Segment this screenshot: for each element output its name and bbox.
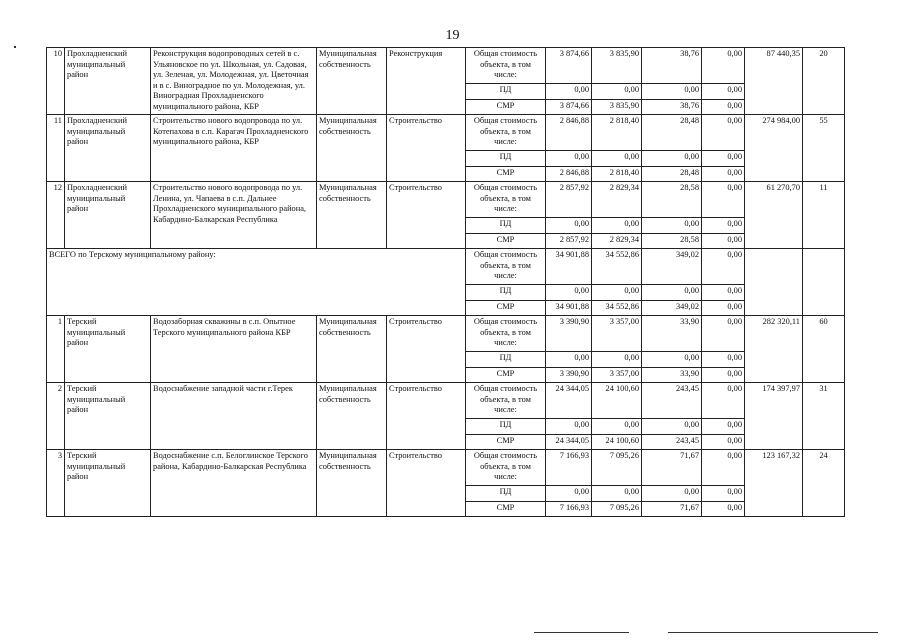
value-cell: 0,00 — [702, 285, 745, 301]
object-cell: Водозаборная скважины в с.п. Опытное Терского муниципального района КБР — [151, 316, 317, 383]
value-cell: 0,00 — [592, 218, 642, 234]
total-cost-label: Общая стоимость объекта, в том числе: — [466, 383, 546, 419]
value-cell: 28,48 — [642, 167, 702, 182]
value-cell: 0,00 — [642, 352, 702, 368]
object-cell: Водоснабжение западной части г.Терек — [151, 383, 317, 450]
total-cost-label: Общая стоимость объекта, в том числе: — [466, 450, 546, 486]
object-cell: Реконструкция водопроводных сетей в с. Ульяновское по ул. Школьная, ул. Садовая, ул. Зеленая, ул. Молодежная, ул. Цветочная и в с. Виноградное по ул. Молодежная, ул. Виноградная Прохладненского муниципального района, КБР — [151, 48, 317, 115]
value-cell: 0,00 — [546, 285, 592, 301]
subtotal-row — [47, 249, 845, 285]
pd-label: ПД — [466, 419, 546, 435]
empty-cell — [745, 249, 803, 316]
value-cell: 3 390,90 — [546, 368, 592, 383]
ownership-cell: Муниципальная собственность — [317, 316, 387, 383]
value-cell: 0,00 — [546, 84, 592, 100]
row-number: 3 — [47, 450, 65, 517]
value-cell: 0,00 — [546, 151, 592, 167]
value-cell: 28,58 — [642, 182, 702, 218]
value-cell: 0,00 — [702, 368, 745, 383]
qty-cell: 55 — [803, 115, 845, 182]
total-cost-label: Общая стоимость объекта, в том числе: — [466, 48, 546, 84]
scan-dot — [14, 46, 16, 48]
region-cell: Терский муниципальный район — [65, 316, 151, 383]
object-cell: Водоснабжение с.п. Белоглинское Терского района, Кабардино-Балкарская Республика — [151, 450, 317, 517]
table-row — [47, 182, 845, 218]
ownership-cell: Муниципальная собственность — [317, 48, 387, 115]
region-cell: Терский муниципальный район — [65, 450, 151, 517]
sum-cell: 61 270,70 — [745, 182, 803, 249]
type-cell: Строительство — [387, 383, 466, 450]
smr-label: СМР — [466, 502, 546, 517]
sum-cell: 282 320,11 — [745, 316, 803, 383]
value-cell: 28,48 — [642, 115, 702, 151]
table-row — [47, 316, 845, 352]
value-cell: 3 835,90 — [592, 48, 642, 84]
value-cell: 0,00 — [702, 167, 745, 182]
value-cell: 0,00 — [702, 435, 745, 450]
table-row — [47, 450, 845, 486]
value-cell: 0,00 — [702, 486, 745, 502]
row-number: 10 — [47, 48, 65, 115]
region-cell: Прохладненский муниципальный район — [65, 48, 151, 115]
value-cell: 0,00 — [642, 84, 702, 100]
value-cell: 28,58 — [642, 234, 702, 249]
value-cell: 0,00 — [702, 100, 745, 115]
value-cell: 2 846,88 — [546, 167, 592, 182]
value-cell: 34 552,86 — [592, 249, 642, 285]
value-cell: 2 818,40 — [592, 115, 642, 151]
objects-table — [46, 47, 845, 517]
value-cell: 7 166,93 — [546, 450, 592, 486]
value-cell: 0,00 — [702, 234, 745, 249]
ownership-cell: Муниципальная собственность — [317, 182, 387, 249]
value-cell: 0,00 — [702, 84, 745, 100]
value-cell: 3 357,00 — [592, 368, 642, 383]
ownership-cell: Муниципальная собственность — [317, 450, 387, 517]
value-cell: 0,00 — [702, 218, 745, 234]
value-cell: 0,00 — [592, 151, 642, 167]
type-cell: Строительство — [387, 450, 466, 517]
value-cell: 0,00 — [702, 450, 745, 486]
qty-cell: 31 — [803, 383, 845, 450]
pd-label: ПД — [466, 151, 546, 167]
type-cell: Реконструкция — [387, 48, 466, 115]
value-cell: 0,00 — [702, 383, 745, 419]
type-cell: Строительство — [387, 115, 466, 182]
sum-cell: 174 397,97 — [745, 383, 803, 450]
value-cell: 24 100,60 — [592, 383, 642, 419]
value-cell: 2 846,88 — [546, 115, 592, 151]
value-cell: 0,00 — [592, 84, 642, 100]
value-cell: 2 818,40 — [592, 167, 642, 182]
row-number: 11 — [47, 115, 65, 182]
value-cell: 0,00 — [702, 502, 745, 517]
value-cell: 349,02 — [642, 301, 702, 316]
object-cell: Строительство нового водопровода по ул. Котепахова в с.п. Карагач Прохладненского муниципального района, КБР — [151, 115, 317, 182]
value-cell: 3 874,66 — [546, 100, 592, 115]
value-cell: 34 552,86 — [592, 301, 642, 316]
pd-label: ПД — [466, 218, 546, 234]
value-cell: 38,76 — [642, 48, 702, 84]
value-cell: 0,00 — [702, 151, 745, 167]
pd-label: ПД — [466, 486, 546, 502]
table-row — [47, 48, 845, 84]
value-cell: 71,67 — [642, 502, 702, 517]
value-cell: 7 095,26 — [592, 450, 642, 486]
pd-label: ПД — [466, 84, 546, 100]
value-cell: 34 901,88 — [546, 249, 592, 285]
total-cost-label: Общая стоимость объекта, в том числе: — [466, 249, 546, 285]
value-cell: 3 835,90 — [592, 100, 642, 115]
subtotal-label: ВСЕГО по Терскому муниципальному району: — [47, 249, 466, 316]
qty-cell: 20 — [803, 48, 845, 115]
sum-cell: 87 440,35 — [745, 48, 803, 115]
value-cell: 33,90 — [642, 368, 702, 383]
value-cell: 2 829,34 — [592, 182, 642, 218]
qty-cell: 24 — [803, 450, 845, 517]
value-cell: 24 100,60 — [592, 435, 642, 450]
value-cell: 34 901,88 — [546, 301, 592, 316]
value-cell: 0,00 — [546, 486, 592, 502]
table-row — [47, 383, 845, 419]
value-cell: 0,00 — [546, 352, 592, 368]
region-cell: Прохладненский муниципальный район — [65, 115, 151, 182]
value-cell: 33,90 — [642, 316, 702, 352]
smr-label: СМР — [466, 167, 546, 182]
smr-label: СМР — [466, 368, 546, 383]
value-cell: 243,45 — [642, 383, 702, 419]
type-cell: Строительство — [387, 182, 466, 249]
value-cell: 0,00 — [642, 151, 702, 167]
sum-cell: 274 984,00 — [745, 115, 803, 182]
value-cell: 0,00 — [592, 486, 642, 502]
footer-line — [534, 632, 629, 633]
value-cell: 0,00 — [702, 352, 745, 368]
smr-label: СМР — [466, 100, 546, 115]
smr-label: СМР — [466, 234, 546, 249]
value-cell: 24 344,05 — [546, 383, 592, 419]
table-body — [47, 48, 845, 517]
value-cell: 0,00 — [642, 419, 702, 435]
value-cell: 38,76 — [642, 100, 702, 115]
value-cell: 0,00 — [702, 48, 745, 84]
ownership-cell: Муниципальная собственность — [317, 115, 387, 182]
smr-label: СМР — [466, 435, 546, 450]
region-cell: Терский муниципальный район — [65, 383, 151, 450]
value-cell: 243,45 — [642, 435, 702, 450]
value-cell: 3 357,00 — [592, 316, 642, 352]
value-cell: 0,00 — [702, 115, 745, 151]
value-cell: 0,00 — [642, 486, 702, 502]
value-cell: 0,00 — [702, 301, 745, 316]
pd-label: ПД — [466, 285, 546, 301]
row-number: 12 — [47, 182, 65, 249]
value-cell: 2 857,92 — [546, 234, 592, 249]
row-number: 1 — [47, 316, 65, 383]
value-cell: 7 095,26 — [592, 502, 642, 517]
row-number: 2 — [47, 383, 65, 450]
value-cell: 0,00 — [546, 419, 592, 435]
region-cell: Прохладненский муниципальный район — [65, 182, 151, 249]
value-cell: 0,00 — [702, 316, 745, 352]
total-cost-label: Общая стоимость объекта, в том числе: — [466, 115, 546, 151]
value-cell: 3 390,90 — [546, 316, 592, 352]
qty-cell: 60 — [803, 316, 845, 383]
object-cell: Строительство нового водопровода по ул. Ленина, ул. Чапаева в с.п. Дальнее Прохладненского муниципального района, Кабардино-Балкарская Республика — [151, 182, 317, 249]
total-cost-label: Общая стоимость объекта, в том числе: — [466, 182, 546, 218]
value-cell: 0,00 — [592, 419, 642, 435]
value-cell: 0,00 — [702, 419, 745, 435]
value-cell: 7 166,93 — [546, 502, 592, 517]
page-number: 19 — [445, 28, 460, 43]
value-cell: 0,00 — [642, 218, 702, 234]
footer-line — [668, 632, 878, 633]
value-cell: 349,02 — [642, 249, 702, 285]
empty-cell — [803, 249, 845, 316]
sum-cell: 123 167,32 — [745, 450, 803, 517]
value-cell: 2 829,34 — [592, 234, 642, 249]
type-cell: Строительство — [387, 316, 466, 383]
ownership-cell: Муниципальная собственность — [317, 383, 387, 450]
smr-label: СМР — [466, 301, 546, 316]
value-cell: 0,00 — [642, 285, 702, 301]
value-cell: 24 344,05 — [546, 435, 592, 450]
pd-label: ПД — [466, 352, 546, 368]
value-cell: 0,00 — [546, 218, 592, 234]
qty-cell: 11 — [803, 182, 845, 249]
value-cell: 3 874,66 — [546, 48, 592, 84]
value-cell: 0,00 — [702, 249, 745, 285]
value-cell: 0,00 — [702, 182, 745, 218]
value-cell: 0,00 — [592, 352, 642, 368]
table-row — [47, 115, 845, 151]
value-cell: 71,67 — [642, 450, 702, 486]
total-cost-label: Общая стоимость объекта, в том числе: — [466, 316, 546, 352]
value-cell: 2 857,92 — [546, 182, 592, 218]
value-cell: 0,00 — [592, 285, 642, 301]
